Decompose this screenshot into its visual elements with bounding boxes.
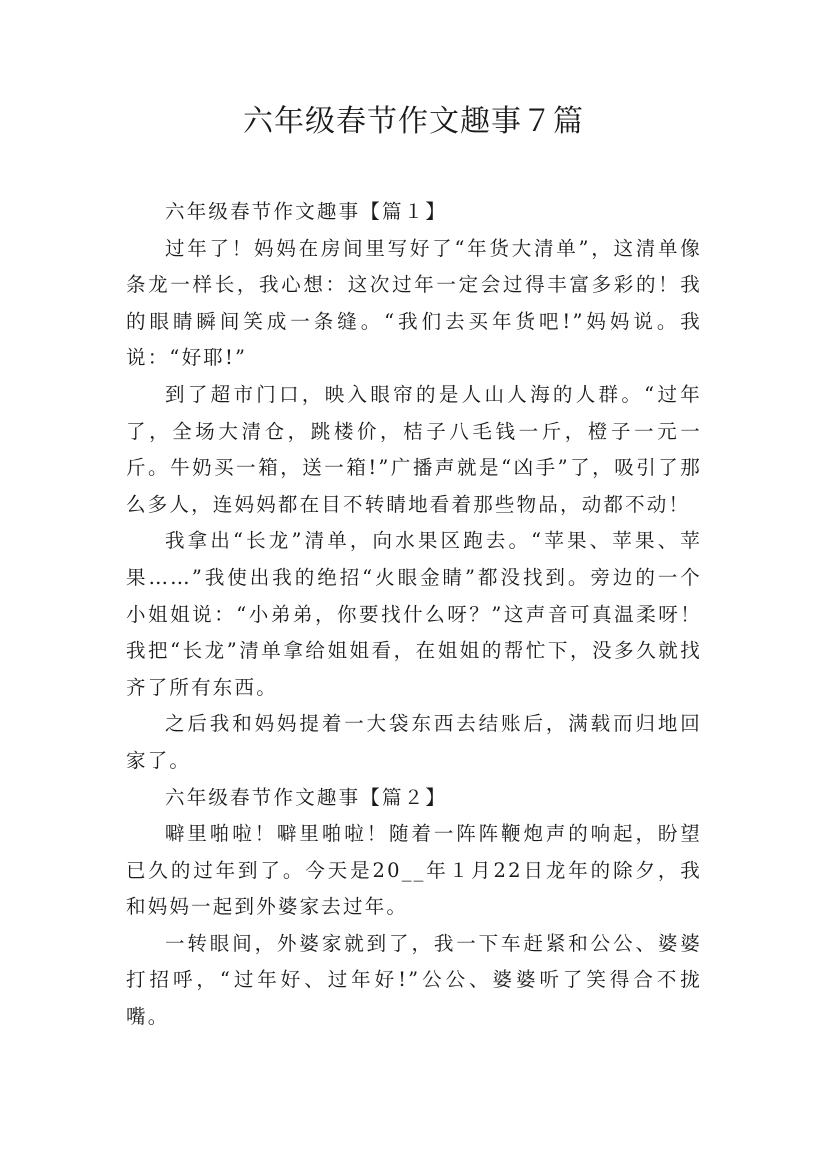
document-body xyxy=(126,194,702,1036)
paragraph: 噼里啪啦！噼里啪啦！随着一阵阵鞭炮声的响起，盼望已久的过年到了。今天是20__年１月22日龙年的除夕，我和妈妈一起到外婆家去过年。 xyxy=(126,822,702,919)
paragraph: 到了超市门口，映入眼帘的是人山人海的人群。“过年了，全场大清仓，跳楼价，桔子八毛钱一斤，橙子一元一斤。牛奶买一箱，送一箱!”广播声就是“凶手”了，吸引了那么多人，连妈妈都在目不转睛地看着那些物品，动都不动！ xyxy=(126,382,702,516)
paragraph: 一转眼间，外婆家就到了，我一下车赶紧和公公、婆婆打招呼，“过年好、过年好!”公公、婆婆听了笑得合不拢嘴。 xyxy=(126,931,702,1029)
section-heading-2: 六年级春节作文趣事【篇２】 xyxy=(165,785,448,809)
paragraph: 过年了！妈妈在房间里写好了“年货大清单”，这清单像条龙一样长，我心想：这次过年一定会过得丰富多彩的！我的眼睛瞬间笑成一条缝。“我们去买年货吧!”妈妈说。我说：“好耶!” xyxy=(126,236,702,370)
section-heading-1: 六年级春节作文趣事【篇１】 xyxy=(165,200,448,223)
paragraph: 之后我和妈妈提着一大袋东西去结账后，满载而归地回家了。 xyxy=(126,712,702,772)
paragraph: 我拿出“长龙”清单，向水果区跑去。“苹果、苹果、苹果……”我使出我的绝招“火眼金睛”都没找到。旁边的一个小姐姐说：“小弟弟，你要找什么呀？”这声音可真温柔呀！我把“长龙”清单拿给姐姐看，在姐姐的帮忙下，没多久就找齐了所有东西。 xyxy=(126,529,702,699)
document-title: 六年级春节作文趣事７篇 xyxy=(243,104,584,139)
